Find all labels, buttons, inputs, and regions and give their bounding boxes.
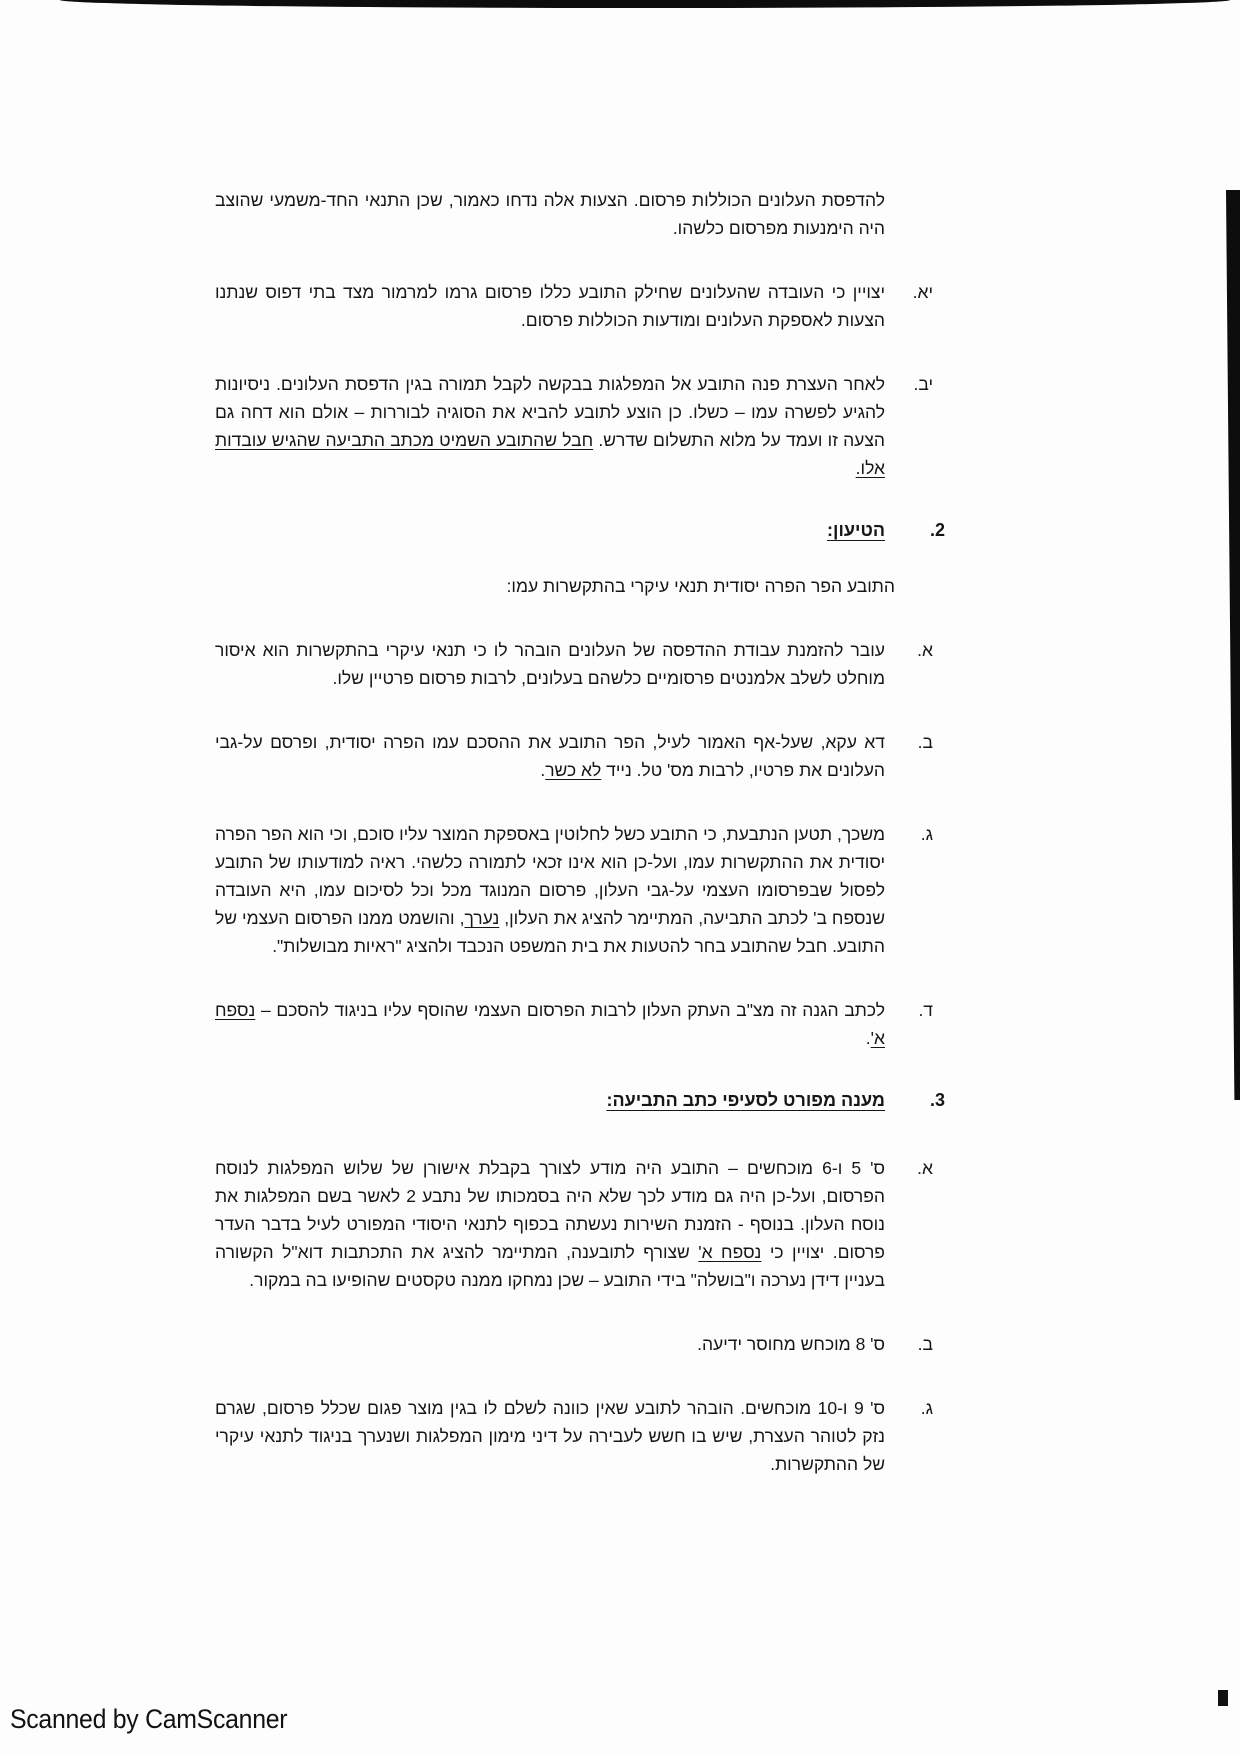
- paragraph-text: [215, 1154, 885, 1294]
- section-2-item-a: [215, 636, 933, 692]
- underlined-phrase: נספח א': [215, 1000, 885, 1048]
- scan-corner-mark: [1218, 1690, 1228, 1706]
- paragraph-tail: .: [540, 760, 546, 780]
- section-3-item-c: [215, 1394, 933, 1478]
- section-2-heading: [215, 516, 945, 544]
- paragraph-body: לאחר העצרת פנה התובע אל המפלגות בבקשה לקבל תמורה בגין הדפסת העלונים. ניסיונות להגיע לפשרה עמו – כשלו. כן הוצע לתובע להביא את הסוגיה לבוררות – אולם הוא דחה גם הצעה זו ועמד על מלוא התשלום שדרש.: [215, 374, 885, 450]
- section-2-intro: התובע הפר הפרה יסודית תנאי עיקרי בהתקשרות עמו:: [506, 576, 895, 596]
- paragraph-tail: שצורף לתובענה, המתיימר להציג את התכתבות דוא"ל הקשורה בעניין דידן נערכה ו"בושלה" בידי התובע – שכן נמחקו ממנה טקסטים שהופיעו בה במקור.: [215, 1242, 885, 1290]
- section-title: מענה מפורט לסעיפי כתב התביעה:: [606, 1090, 885, 1110]
- paragraph-text: [215, 820, 885, 960]
- paragraph-body: דא עקא, שעל-אף האמור לעיל, הפר התובע את ההסכם עמו הפרה יסודית, ופרסם על-גבי העלונים את פרטיו, לרבות מס' טל. נייד: [215, 732, 885, 780]
- paragraph-text: ס' 8 מוכחש מחוסר ידיעה.: [697, 1334, 885, 1354]
- underlined-remark: חבל שהתובע השמיט מכתב התביעה שהגיש עובדות אלו.: [215, 430, 885, 478]
- section-number: 2.: [929, 520, 945, 540]
- paragraph-tail: , והושמט ממנו הפרסום העצמי של התובע. חבל שהתובע בחר להטעות את בית המשפט הנכבד ולהציג "ראיות מבושלות".: [215, 908, 885, 956]
- item-marker: יב.: [913, 374, 933, 394]
- scan-right-edge-shadow: [1226, 190, 1240, 1100]
- paragraph-body: ס' 5 ו-6 מוכחשים – התובע היה מודע לצורך בקבלת אישורן של שלוש המפלגות לנוסח הפרסום, ועל-כן היה גם מודע לכך שלא היה בסמכותו של נתבע 2 לאשר בשם המפלגות את נוסח העלון. בנוסף - הזמנת השירות נעשתה בכפוף לתנאי היסודי המפורט לעיל בדבר העדר פרסום. יצויין כי: [215, 1158, 885, 1262]
- paragraph-11: [215, 278, 933, 334]
- paragraph-text: יצויין כי העובדה שהעלונים שחילק התובע כללו פרסום גרמו למרמור מצד בתי דפוס שנתנו הצעות לאספקת העלונים ומודעות הכוללות פרסום.: [215, 282, 885, 330]
- section-number: 3.: [929, 1090, 945, 1110]
- paragraph-12: [215, 370, 933, 482]
- section-title: הטיעון:: [827, 520, 885, 540]
- paragraph-text: [215, 370, 885, 482]
- item-marker: ד.: [918, 1000, 933, 1020]
- scan-top-edge-shadow: [60, 0, 1230, 8]
- section-2-item-c: [215, 820, 933, 960]
- paragraph-tail: .: [865, 1028, 871, 1048]
- paragraph-text: להדפסת העלונים הכוללות פרסום. הצעות אלה נדחו כאמור, שכן התנאי החד-משמעי שהוצב היה הימנעות מפרסום כלשהו.: [215, 190, 885, 238]
- continuation-paragraph: [215, 186, 915, 242]
- section-3-heading: [215, 1086, 945, 1114]
- paragraph-text: [215, 728, 885, 784]
- paragraph-text: עובר להזמנת עבודת ההדפסה של העלונים הובהר לו כי תנאי עיקרי בהתקשרות הוא איסור מוחלט לשלב אלמנטים פרסומיים כלשהם בעלונים, לרבות פרסום פרטיין שלו.: [215, 640, 885, 688]
- item-marker: ג.: [920, 824, 933, 844]
- document-page: [215, 186, 945, 1502]
- item-marker: א.: [917, 640, 933, 660]
- underlined-phrase: לא כשר: [545, 760, 602, 780]
- item-marker: יא.: [912, 282, 933, 302]
- section-2-item-d: [215, 996, 933, 1052]
- item-marker: א.: [917, 1158, 933, 1178]
- section-2-item-b: [215, 728, 933, 784]
- section-3-item-b: [215, 1330, 933, 1358]
- paragraph-text: ס' 9 ו-10 מוכחשים. הובהר לתובע שאין כוונה לשלם לו בגין מוצר פגום שכלל פרסום, שגרם נזק לטוהר העצרת, שיש בו חשש לעבירה על דיני מימון המפלגות ושנערך בניגוד לתנאי עיקרי של ההתקשרות.: [215, 1398, 885, 1474]
- paragraph-body: לכתב הגנה זה מצ"ב העתק העלון לרבות הפרסום העצמי שהוסף עליו בניגוד להסכם –: [261, 1000, 885, 1020]
- camscanner-watermark: Scanned by CamScanner: [10, 1704, 288, 1734]
- paragraph-text: [215, 996, 885, 1052]
- underlined-phrase: נערך: [464, 908, 500, 928]
- paragraph-body: משכך, תטען הנתבעת, כי התובע כשל לחלוטין באספקת המוצר עליו סוכם, וכי הוא הפר הפרה יסודית את ההתקשרות עמו, ועל-כן הוא אינו זכאי לתמורה כלשהי. ראיה למודעותו של התובע לפסול שבפרסומו העצמי על-גבי העלון, פרסום המנוגד מכל וכל לסיכום עמו, היא העובדה שנספח ב' לכתב התביעה, המתיימר להציג את העלון,: [215, 824, 886, 928]
- item-marker: ב.: [917, 1334, 933, 1354]
- underlined-phrase: נספח א': [698, 1242, 762, 1262]
- section-3-item-a: [215, 1154, 933, 1294]
- item-marker: ב.: [917, 732, 933, 752]
- item-marker: ג.: [920, 1398, 933, 1418]
